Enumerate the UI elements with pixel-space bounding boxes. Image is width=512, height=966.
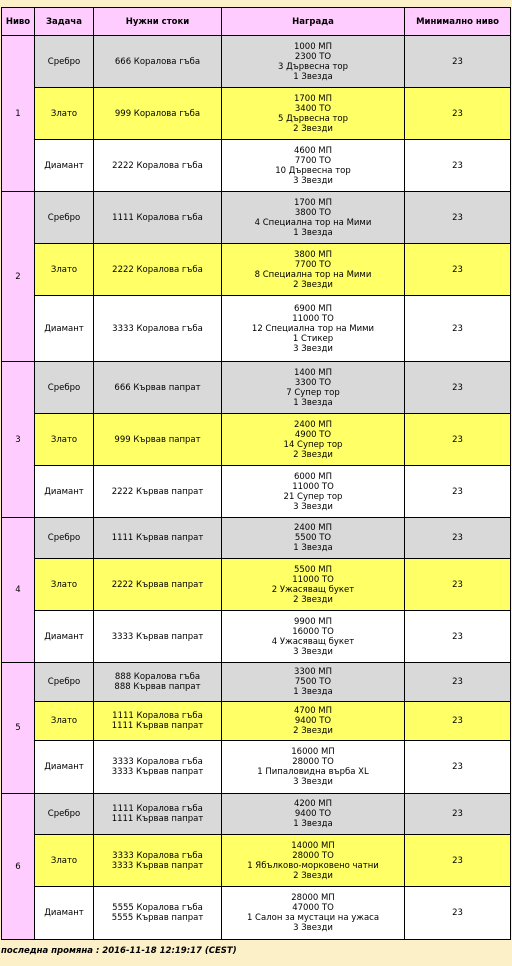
reward-cell — [222, 559, 405, 611]
reward-line: 14 Супер тор — [283, 439, 343, 450]
reward-line: 1 Салон за мустаци на ужаса — [246, 913, 380, 923]
reward-line: 1700 МП — [293, 197, 333, 208]
table-row — [2, 702, 511, 741]
goods-line: 1111 Коралова гъба — [112, 212, 203, 223]
reward-line: 6000 МП — [293, 471, 333, 482]
level-cell: 3 — [2, 362, 35, 518]
reward-line: 1 Стикер — [292, 333, 334, 344]
header-reward: Награда — [222, 8, 405, 36]
reward-line: 12 Специална тор на Мими — [251, 323, 375, 334]
goods-line: 5555 Коралова гъба — [112, 903, 203, 913]
reward-line: 2 Звезди — [293, 449, 333, 460]
reward-line: 5 Дървесна тор — [277, 113, 349, 124]
reward-line: 2 Звезди — [293, 279, 333, 290]
table-row — [2, 466, 511, 518]
goods-cell — [94, 518, 222, 559]
reward-cell — [222, 466, 405, 518]
min-level-cell: 23 — [405, 559, 511, 611]
reward-line: 21 Супер тор — [283, 491, 343, 502]
level-cell: 5 — [2, 663, 35, 794]
goods-cell — [94, 559, 222, 611]
reward-line: 1 Пипаловидна върба XL — [257, 767, 369, 777]
reward-line: 5500 МП — [293, 564, 333, 575]
reward-line: 3 Звезди — [293, 646, 333, 657]
task-cell: Диамант — [35, 140, 94, 192]
reward-line: 8 Специална тор на Мими — [254, 269, 372, 280]
goods-cell — [94, 835, 222, 887]
reward-line: 7 Супер тор — [286, 387, 340, 398]
table-row — [2, 414, 511, 466]
reward-line: 4900 ТО — [294, 429, 332, 440]
min-level-cell: 23 — [405, 362, 511, 414]
goods-cell — [94, 192, 222, 244]
reward-line: 2300 ТО — [294, 51, 332, 62]
reward-line: 2 Звезди — [293, 726, 333, 736]
reward-line: 28000 ТО — [292, 850, 334, 861]
table-row — [2, 36, 511, 88]
reward-line: 11000 ТО — [292, 481, 334, 492]
level-cell: 2 — [2, 192, 35, 362]
reward-line: 4 Ужасяващ букет — [271, 636, 355, 647]
table-body — [2, 36, 511, 940]
reward-cell — [222, 362, 405, 414]
min-level-cell: 23 — [405, 663, 511, 702]
goods-line: 3333 Кървав папрат — [111, 631, 204, 642]
goods-line: 2222 Коралова гъба — [112, 264, 203, 275]
reward-line: 7700 ТО — [294, 259, 332, 270]
reward-line: 1 Звезда — [293, 397, 333, 408]
goods-cell — [94, 88, 222, 140]
goods-cell — [94, 663, 222, 702]
task-cell: Диамант — [35, 741, 94, 794]
reward-line: 2400 МП — [293, 523, 333, 533]
goods-cell — [94, 702, 222, 741]
reward-line: 2 Звезди — [293, 594, 333, 605]
task-cell: Злато — [35, 559, 94, 611]
reward-line: 16000 МП — [291, 747, 335, 757]
table-row — [2, 741, 511, 794]
task-cell: Злато — [35, 702, 94, 741]
min-level-cell: 23 — [405, 192, 511, 244]
reward-line: 11000 ТО — [292, 574, 334, 585]
reward-cell — [222, 414, 405, 466]
task-cell: Сребро — [35, 794, 94, 835]
reward-line: 5500 ТО — [294, 533, 332, 543]
reward-line: 3 Дървесна тор — [277, 61, 349, 72]
goods-line: 1111 Коралова гъба — [112, 804, 203, 814]
goods-line: 999 Коралова гъба — [114, 108, 201, 119]
goods-cell — [94, 466, 222, 518]
reward-cell — [222, 702, 405, 741]
level-cell: 1 — [2, 36, 35, 192]
reward-line: 1000 МП — [293, 41, 333, 52]
goods-cell — [94, 611, 222, 663]
reward-line: 1400 МП — [293, 367, 333, 378]
header-level: Ниво — [2, 8, 35, 36]
goods-line: 2222 Коралова гъба — [112, 160, 203, 171]
reward-line: 9400 ТО — [294, 716, 332, 726]
goods-cell — [94, 887, 222, 940]
reward-cell — [222, 741, 405, 794]
min-level-cell: 23 — [405, 794, 511, 835]
task-cell: Сребро — [35, 36, 94, 88]
goods-line: 3333 Коралова гъба — [112, 850, 203, 861]
goods-line: 1111 Кървав папрат — [111, 533, 204, 543]
reward-cell — [222, 192, 405, 244]
reward-line: 14000 МП — [291, 840, 335, 851]
reward-line: 1700 МП — [293, 93, 333, 104]
goods-cell — [94, 296, 222, 362]
goods-line: 1111 Кървав папрат — [111, 721, 204, 731]
reward-line: 3 Звезди — [293, 175, 333, 186]
table-row — [2, 663, 511, 702]
task-cell: Злато — [35, 414, 94, 466]
reward-line: 3800 ТО — [294, 207, 332, 218]
table-row — [2, 835, 511, 887]
min-level-cell: 23 — [405, 296, 511, 362]
reward-line: 3 Звезди — [293, 777, 333, 787]
min-level-cell: 23 — [405, 140, 511, 192]
goods-line: 3333 Коралова гъба — [112, 757, 203, 767]
goods-line: 2222 Кървав папрат — [111, 579, 204, 590]
goods-cell — [94, 362, 222, 414]
task-cell: Диамант — [35, 611, 94, 663]
reward-line: 3300 ТО — [294, 377, 332, 388]
reward-line: 1 Звезда — [293, 819, 333, 829]
min-level-cell: 23 — [405, 887, 511, 940]
goods-cell — [94, 244, 222, 296]
level-cell: 4 — [2, 518, 35, 663]
reward-cell — [222, 794, 405, 835]
reward-line: 3 Звезди — [293, 343, 333, 354]
reward-line: 3400 ТО — [294, 103, 332, 114]
reward-line: 3300 МП — [293, 667, 333, 677]
goods-line: 5555 Кървав папрат — [111, 913, 204, 923]
reward-line: 2 Звезди — [293, 123, 333, 134]
table-row — [2, 296, 511, 362]
min-level-cell: 23 — [405, 244, 511, 296]
reward-line: 1 Звезда — [293, 687, 333, 697]
reward-line: 28000 МП — [291, 893, 335, 903]
reward-line: 3 Звезди — [293, 501, 333, 512]
goods-line: 1111 Коралова гъба — [112, 711, 203, 721]
task-cell: Диамант — [35, 296, 94, 362]
goods-line: 888 Кървав папрат — [114, 682, 201, 692]
reward-line: 2400 МП — [293, 419, 333, 430]
reward-cell — [222, 663, 405, 702]
reward-cell — [222, 244, 405, 296]
task-cell: Злато — [35, 244, 94, 296]
level-cell: 6 — [2, 794, 35, 940]
goods-cell — [94, 36, 222, 88]
reward-line: 4 Специална тор на Мими — [254, 217, 372, 228]
goods-line: 1111 Кървав папрат — [111, 814, 204, 824]
goods-line: 888 Коралова гъба — [114, 672, 201, 682]
table-row — [2, 611, 511, 663]
goods-line: 3333 Кървав папрат — [111, 767, 204, 777]
reward-line: 9400 ТО — [294, 809, 332, 819]
reward-line: 4200 МП — [293, 799, 333, 809]
task-cell: Сребро — [35, 663, 94, 702]
reward-line: 4600 МП — [293, 145, 333, 156]
min-level-cell: 23 — [405, 835, 511, 887]
task-cell: Диамант — [35, 466, 94, 518]
table-row — [2, 362, 511, 414]
task-cell: Диамант — [35, 887, 94, 940]
table-row — [2, 88, 511, 140]
min-level-cell: 23 — [405, 36, 511, 88]
goods-line: 3333 Коралова гъба — [112, 323, 203, 334]
goods-cell — [94, 794, 222, 835]
goods-line: 666 Кървав папрат — [114, 382, 201, 393]
reward-line: 1 Ябълково-морковено чатни — [247, 860, 379, 871]
reward-cell — [222, 36, 405, 88]
reward-line: 1 Звезда — [293, 227, 333, 238]
reward-line: 1 Звезда — [293, 71, 333, 82]
goods-line: 2222 Кървав папрат — [111, 486, 204, 497]
reward-cell — [222, 140, 405, 192]
reward-line: 3800 МП — [293, 249, 333, 260]
task-cell: Злато — [35, 835, 94, 887]
goods-cell — [94, 414, 222, 466]
goods-cell — [94, 741, 222, 794]
table-row — [2, 140, 511, 192]
table-row — [2, 518, 511, 559]
reward-line: 7700 ТО — [294, 155, 332, 166]
goods-line: 3333 Кървав папрат — [111, 860, 204, 871]
min-level-cell: 23 — [405, 702, 511, 741]
reward-line: 9900 МП — [293, 616, 333, 627]
reward-line: 1 Звезда — [293, 543, 333, 553]
table-row — [2, 559, 511, 611]
reward-line: 6900 МП — [293, 303, 333, 314]
last-modified: последна промяна : 2016-11-18 12:19:17 (CEST) — [1, 946, 237, 956]
reward-line: 47000 ТО — [292, 903, 334, 913]
reward-cell — [222, 835, 405, 887]
reward-line: 7500 ТО — [294, 677, 332, 687]
min-level-cell: 23 — [405, 518, 511, 559]
reward-line: 2 Звезди — [293, 870, 333, 881]
reward-cell — [222, 296, 405, 362]
reward-cell — [222, 887, 405, 940]
reward-line: 3 Звезди — [293, 923, 333, 933]
task-cell: Злато — [35, 88, 94, 140]
goods-line: 999 Кървав папрат — [114, 434, 201, 445]
reward-cell — [222, 518, 405, 559]
header-min-level: Минимално ниво — [405, 8, 511, 36]
goods-cell — [94, 140, 222, 192]
min-level-cell: 23 — [405, 414, 511, 466]
task-cell: Сребро — [35, 518, 94, 559]
min-level-cell: 23 — [405, 741, 511, 794]
reward-line: 4700 МП — [293, 706, 333, 716]
table-row — [2, 887, 511, 940]
reward-line: 10 Дървесна тор — [275, 165, 351, 176]
table-row — [2, 794, 511, 835]
table-row — [2, 192, 511, 244]
reward-line: 2 Ужасяващ букет — [271, 584, 355, 595]
reward-line: 28000 ТО — [292, 757, 334, 767]
task-cell: Сребро — [35, 362, 94, 414]
task-cell: Сребро — [35, 192, 94, 244]
min-level-cell: 23 — [405, 466, 511, 518]
reward-line: 11000 ТО — [292, 313, 334, 324]
table-row — [2, 244, 511, 296]
min-level-cell: 23 — [405, 611, 511, 663]
reward-line: 16000 ТО — [292, 626, 334, 637]
reward-cell — [222, 88, 405, 140]
header-task: Задача — [35, 8, 94, 36]
min-level-cell: 23 — [405, 88, 511, 140]
goods-line: 666 Коралова гъба — [114, 56, 201, 67]
header-row — [2, 8, 511, 36]
tasks-table — [1, 7, 511, 940]
header-goods: Нужни стоки — [94, 8, 222, 36]
reward-cell — [222, 611, 405, 663]
